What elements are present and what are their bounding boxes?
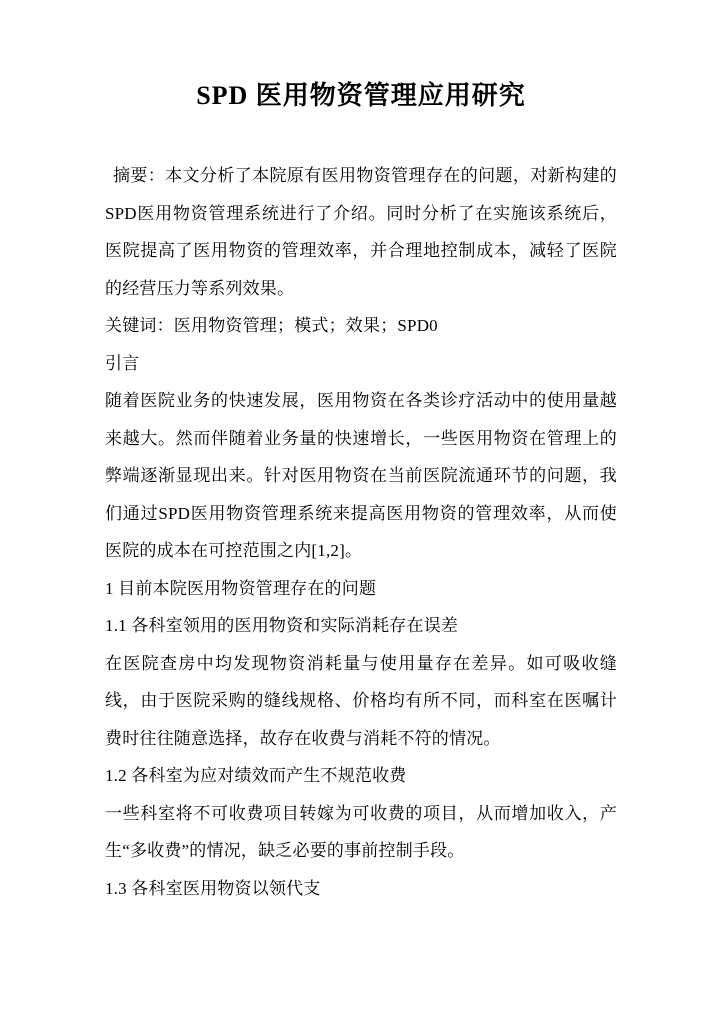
keywords-line: 关键词：医用物资管理；模式；效果；SPD0: [105, 316, 438, 335]
section-1-2-paragraph: 一些科室将不可收费项目转嫁为可收费的项目，从而增加收入，产生“多收费”的情况，缺乏必要的事前控制手段。: [105, 803, 617, 860]
section-1-heading: 1 目前本院医用物资管理存在的问题: [105, 578, 377, 598]
introduction-paragraph: 随着医院业务的快速发展，医用物资在各类诊疗活动中的使用量越来越大。然而伴随着业务量的快速增长，一些医用物资在管理上的弊端逐渐显现出来。针对医用物资在当前医院流通环节的问题，我们通过SPD医用物资管理系统来提高医用物资的管理效率，从而使医院的成本在可控范围之内[1,2]。: [105, 391, 617, 560]
section-1-2-heading: 1.2 各科室为应对绩效而产生不规范收费: [105, 766, 407, 785]
paper-title: SPD 医用物资管理应用研究: [196, 81, 526, 110]
section-1-1-paragraph: 在医院查房中均发现物资消耗量与使用量存在差异。如可吸收缝线，由于医院采购的缝线规格、价格均有所不同，而科室在医嘱计费时往往随意选择，故存在收费与消耗不符的情况。: [105, 653, 617, 748]
abstract-paragraph: 摘要：本文分析了本院原有医用物资管理存在的问题，对新构建的SPD医用物资管理系统进行了介绍。同时分析了在实施该系统后，医院提高了医用物资的管理效率，并合理地控制成本，减轻了医院的经营压力等系列效果。: [105, 166, 617, 298]
section-1-1-heading: 1.1 各科室领用的医用物资和实际消耗存在误差: [105, 616, 459, 635]
introduction-heading: 引言: [105, 353, 140, 373]
section-1-3-heading: 1.3 各科室医用物资以领代支: [105, 878, 321, 898]
